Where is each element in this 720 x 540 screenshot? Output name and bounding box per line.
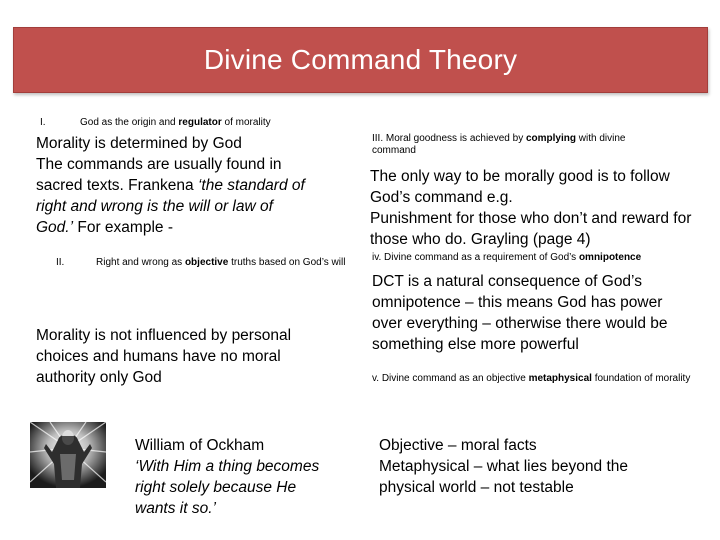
block-ockham — [135, 435, 335, 519]
point-1-number: I. — [40, 117, 46, 128]
block-1-line-1: Morality is determined by God — [36, 135, 242, 152]
point-1-text: God as the origin and regulator of morality — [80, 117, 271, 128]
definition-objective: Objective – moral facts — [379, 437, 537, 454]
ockham-quote: ‘With Him a thing becomes right solely because He wants it so.’ — [135, 458, 320, 517]
block-not-influenced — [36, 325, 301, 388]
god-figure-image — [30, 422, 106, 488]
block-3-line-2: Punishment for those who don’t and reward for those who do. Grayling (page 4) — [370, 210, 692, 248]
block-2-text: Morality is not influenced by personal choices and humans have no moral authority only God — [36, 327, 292, 386]
block-definitions — [379, 435, 679, 498]
block-morally-good — [370, 166, 700, 250]
point-2 — [40, 257, 350, 269]
god-figure-radiant-icon — [30, 422, 106, 488]
definition-metaphysical: Metaphysical – what lies beyond the physical world – not testable — [379, 458, 629, 496]
point-1 — [40, 117, 340, 129]
block-3-line-1: The only way to be morally good is to follow God’s command e.g. — [370, 168, 670, 206]
point-2-number: II. — [56, 257, 65, 268]
point-4: iv. Divine command as a requirement of God’s omnipotence — [372, 252, 642, 263]
point-5: v. Divine command as an objective metaphysical foundation of morality — [372, 373, 691, 384]
frankena-quote: ‘the standard of right and wrong is the will or law of God.’ — [36, 177, 305, 236]
point-3: III. Moral goodness is achieved by complying with divine command — [372, 133, 626, 156]
block-4-text: DCT is a natural consequence of God’s omnipotence – this means God has power over everything – otherwise there would be something else more powerful — [372, 273, 668, 353]
title-bar — [13, 27, 708, 93]
block-1-line-2: The commands are usually found in sacred texts. Frankena ‘the standard of right and wrong is the will or law of God.’ For example - — [36, 156, 305, 236]
slide-title: Divine Command Theory — [203, 44, 518, 75]
block-determined-by-god — [36, 133, 311, 238]
ockham-name: William of Ockham — [135, 437, 265, 454]
point-2-text: Right and wrong as objective truths based on God’s will — [96, 257, 346, 268]
block-dct-omnipotence — [372, 271, 687, 355]
